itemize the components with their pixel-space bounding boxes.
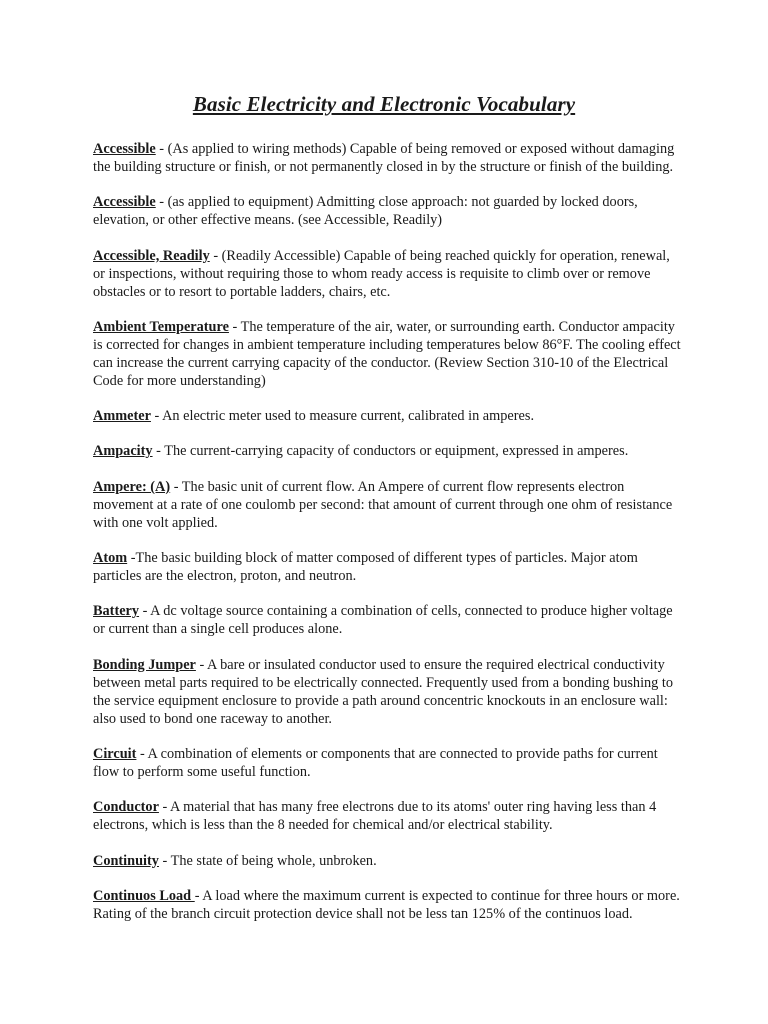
entry-definition: - The basic unit of current flow. An Ampere of current flow represents electron movement at a rate of one coulomb per second: that amount of current through one ohm of resistance with one volt applied. bbox=[93, 478, 673, 531]
entry-term: Accessible bbox=[93, 141, 156, 157]
entry-definition: -The basic building block of matter composed of different types of particles. Major atom particles are the electron, proton, and neutron. bbox=[93, 550, 638, 585]
vocabulary-entry bbox=[93, 318, 683, 390]
vocabulary-entry bbox=[93, 887, 683, 923]
vocabulary-entry bbox=[93, 549, 683, 585]
entry-term: Ampacity bbox=[93, 443, 153, 460]
vocabulary-entry bbox=[93, 193, 683, 229]
entry-definition: - A material that has many free electrons due to its atoms' outer ring having less than 4 electrons, which is less than the 8 needed for chemical and/or electrical stability. bbox=[93, 799, 657, 834]
entry-term: Battery bbox=[93, 603, 140, 620]
entry-definition: - An electric meter used to measure current, calibrated in amperes. bbox=[150, 408, 535, 425]
entry-definition: - (Readily Accessible) Capable of being reached quickly for operation, renewal, or inspections, without requiring those to whom ready access is requisite to climb over or remove obstacles or to resort to portable ladders, chairs, etc. bbox=[93, 247, 670, 300]
entry-term: Accessible, Readily bbox=[93, 247, 210, 264]
vocabulary-entry bbox=[93, 852, 683, 870]
entry-term: Atom bbox=[93, 550, 128, 567]
entry-definition: - (As applied to wiring methods) Capable of being removed or exposed without damaging the building structure or finish, or not permanently closed in by the structure or finish of the building. bbox=[93, 141, 675, 175]
entry-term: Ambient Temperature bbox=[93, 318, 229, 335]
entry-term: Conductor bbox=[93, 799, 159, 816]
entry-definition: - The current-carrying capacity of conductors or equipment, expressed in amperes. bbox=[152, 443, 629, 460]
entry-term: Ampere: (A) bbox=[93, 478, 171, 495]
document-title: Basic Electricity and Electronic Vocabulary bbox=[192, 92, 576, 116]
entry-definition: - A combination of elements or components that are connected to provide paths for current flow to perform some useful function. bbox=[93, 745, 658, 780]
entry-term: Accessible bbox=[93, 194, 156, 211]
vocabulary-entry bbox=[93, 247, 683, 301]
entry-definition: - A dc voltage source containing a combination of cells, connected to produce higher voltage or current than a single cell produces alone. bbox=[93, 603, 673, 638]
vocabulary-list bbox=[93, 140, 683, 940]
entry-term: Continuity bbox=[93, 852, 159, 869]
entry-definition: - The temperature of the air, water, or surrounding earth. Conductor ampacity is corrected for changes in ambient temperature including temperatures below 86°F. The cooling effect can increase the current carrying capacity of the conductor. (Review Section 310-10 of the Electrical Code for more understanding) bbox=[93, 318, 681, 389]
vocabulary-entry bbox=[93, 798, 683, 834]
vocabulary-entry bbox=[93, 478, 683, 532]
entry-term: Circuit bbox=[93, 745, 137, 762]
vocabulary-entry bbox=[93, 140, 683, 176]
entry-term: Continuos Load bbox=[93, 887, 195, 904]
entry-definition: - The state of being whole, unbroken. bbox=[158, 852, 377, 869]
entry-term: Bonding Jumper bbox=[93, 656, 196, 673]
vocabulary-entry bbox=[93, 656, 683, 728]
entry-definition: - A load where the maximum current is expected to continue for three hours or more. Rating of the branch circuit protection device shall not be less tan 125% of the continuos load. bbox=[93, 887, 680, 922]
vocabulary-entry bbox=[93, 602, 683, 638]
entry-definition: - (as applied to equipment) Admitting close approach: not guarded by locked doors, elevation, or other effective means. (see Accessible, Readily) bbox=[93, 194, 638, 229]
vocabulary-entry bbox=[93, 407, 683, 425]
vocabulary-entry bbox=[93, 745, 683, 781]
entry-definition: - A bare or insulated conductor used to ensure the required electrical conductivity between metal parts required to be electrically connected. Frequently used from a bonding bushing to the service equipment enclosure to provide a path around concentric knockouts in an enclosure wall: also used to bond one raceway to another. bbox=[93, 656, 674, 727]
vocabulary-entry bbox=[93, 442, 683, 460]
entry-term: Ammeter bbox=[93, 408, 151, 425]
